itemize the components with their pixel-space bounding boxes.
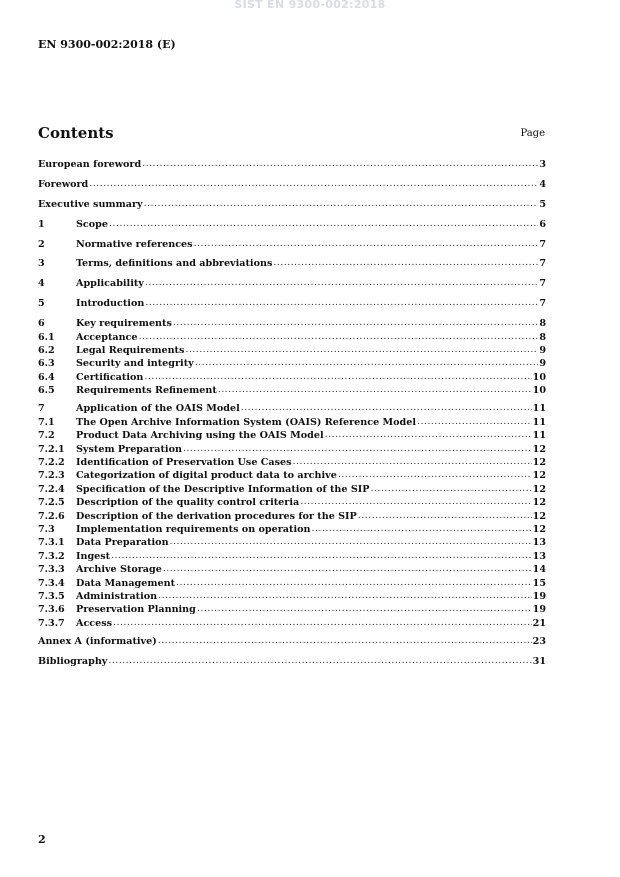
toc-entry-title: Foreword: [38, 178, 89, 190]
toc-leader-dots: [144, 197, 539, 210]
toc-entry-title: Preservation Planning: [76, 604, 196, 616]
toc-entry-page: 12: [532, 510, 546, 522]
toc-leader-dots: [108, 654, 531, 667]
toc-entry-title: Description of the quality control criteria: [76, 497, 300, 509]
toc-leader-dots: [89, 177, 538, 190]
toc-entry-page: 21: [532, 617, 546, 629]
toc-entry-number: 7.3.7: [38, 617, 65, 629]
toc-entry-page: 5: [539, 198, 546, 210]
toc-entry-page: 10: [532, 371, 546, 383]
toc-entry[interactable]: [38, 563, 546, 576]
toc-entry-number: 3: [38, 258, 45, 270]
toc-entry-title: Scope: [76, 218, 108, 230]
toc-entry[interactable]: [38, 277, 546, 290]
watermark: SIST EN 9300-002:2018: [234, 0, 386, 11]
toc-entry[interactable]: [38, 257, 546, 270]
toc-entry-title: Administration: [76, 590, 158, 602]
toc-entry-number: 7.3.4: [38, 577, 65, 589]
toc-entry-page: 12: [532, 443, 546, 455]
toc-leader-dots: [311, 522, 531, 535]
toc-leader-dots: [300, 495, 531, 508]
toc-entry[interactable]: [38, 297, 546, 310]
toc-entry-page: 11: [532, 416, 546, 428]
document-id: EN 9300-002:2018 (E): [38, 38, 176, 51]
toc-entry-page: 13: [532, 550, 546, 562]
toc-entry-title: Data Preparation: [76, 537, 169, 549]
toc-entry-title: European foreword: [38, 159, 142, 170]
toc-entry[interactable]: [38, 429, 546, 442]
toc-entry-page: 31: [532, 656, 546, 667]
toc-entry[interactable]: [38, 238, 546, 251]
toc-entry-page: 12: [532, 523, 546, 535]
toc-leader-dots: [241, 401, 532, 414]
toc-entry[interactable]: [38, 510, 546, 523]
toc-entry-number: 7.3.1: [38, 537, 65, 549]
toc-entry-page: 7: [539, 238, 546, 250]
toc-entry-page: 7: [539, 298, 546, 310]
toc-entry[interactable]: [38, 357, 546, 370]
toc-entry[interactable]: [38, 384, 546, 397]
toc-entry-number: 6.5: [38, 385, 55, 397]
toc-entry-number: 7.2.6: [38, 510, 65, 522]
toc-leader-dots: [197, 602, 532, 615]
toc-entry-title: Description of the derivation procedures for the SIP: [76, 510, 357, 522]
toc-entry-number: 7.2.5: [38, 497, 65, 509]
page-number: 2: [38, 833, 46, 846]
toc-entry-number: 7.1: [38, 416, 55, 428]
toc-entry-title: Introduction: [76, 298, 145, 310]
toc-entry-number: 7.3.3: [38, 564, 65, 576]
toc-entry-title: Terms, definitions and abbreviations: [76, 258, 273, 270]
toc-entry-number: 1: [38, 218, 45, 230]
toc-entry[interactable]: [38, 550, 546, 563]
toc-entry-title: Access: [76, 617, 113, 629]
toc-entry-number: 7.2.2: [38, 457, 65, 469]
toc-entry[interactable]: [38, 443, 546, 456]
toc-entry[interactable]: [38, 603, 546, 616]
toc-leader-dots: [158, 634, 532, 647]
toc-entry[interactable]: [38, 456, 546, 469]
toc-entry-page: 12: [532, 470, 546, 482]
toc-entry[interactable]: [38, 635, 546, 648]
toc-entry-title: Legal Requirements: [76, 344, 185, 356]
toc-entry-page: 19: [532, 604, 546, 616]
toc-entry-title: Categorization of digital product data to archive: [76, 470, 337, 482]
toc-entry-title: Archive Storage: [76, 564, 162, 576]
toc-leader-dots: [273, 256, 538, 269]
toc-entry-page: 13: [532, 537, 546, 549]
toc-leader-dots: [142, 157, 538, 170]
toc-entry-number: 6.1: [38, 331, 55, 343]
toc-entry[interactable]: [38, 496, 546, 509]
toc-leader-dots: [139, 330, 539, 343]
toc-entry-number: 6.2: [38, 344, 55, 356]
toc-leader-dots: [183, 442, 532, 455]
toc-leader-dots: [113, 616, 532, 629]
toc-entry[interactable]: [38, 218, 546, 231]
toc-entry-number: 6.3: [38, 358, 55, 370]
toc-entry-number: 7.2.1: [38, 443, 65, 455]
toc-entry[interactable]: [38, 317, 546, 330]
toc-leader-dots: [145, 296, 538, 309]
toc-entry-page: 14: [532, 564, 546, 576]
toc-entry[interactable]: [38, 344, 546, 357]
toc-entry-page: 8: [539, 318, 546, 330]
toc-entry[interactable]: [38, 469, 546, 482]
toc-leader-dots: [325, 428, 532, 441]
toc-entry[interactable]: [38, 590, 546, 603]
toc-leader-dots: [176, 576, 532, 589]
toc-entry-number: 7.2.4: [38, 483, 65, 495]
toc-entry-title: Ingest: [76, 550, 111, 562]
toc-entry-title: Security and integrity: [76, 358, 194, 370]
toc-entry-title: System Preparation: [76, 443, 182, 455]
toc-entry-number: 7.3.6: [38, 604, 65, 616]
toc-entry-page: 23: [532, 636, 546, 648]
toc-entry[interactable]: [38, 402, 546, 415]
toc-entry[interactable]: [38, 483, 546, 496]
toc-leader-dots: [195, 356, 539, 369]
toc-leader-dots: [194, 237, 539, 250]
toc-leader-dots: [293, 455, 532, 468]
toc-entry-title: Requirements Refinement: [76, 385, 217, 397]
toc-entry-page: 12: [532, 497, 546, 509]
toc-entry[interactable]: [38, 416, 546, 429]
table-of-contents: [38, 158, 546, 668]
toc-entry-number: 7.2: [38, 430, 55, 442]
toc-entry-number: 5: [38, 298, 45, 310]
toc-entry-title: Acceptance: [76, 331, 138, 343]
toc-entry-page: 7: [539, 278, 546, 290]
toc-leader-dots: [144, 370, 531, 383]
toc-leader-dots: [109, 217, 538, 230]
toc-leader-dots: [111, 549, 532, 562]
toc-leader-dots: [173, 316, 538, 329]
toc-entry[interactable]: [38, 331, 546, 344]
toc-entry[interactable]: [38, 655, 546, 668]
toc-leader-dots: [417, 415, 532, 428]
toc-entry-title: The Open Archive Information System (OAIS) Reference Model: [76, 416, 416, 428]
toc-entry-page: 3: [539, 159, 546, 170]
toc-entry[interactable]: [38, 523, 546, 536]
toc-entry[interactable]: [38, 577, 546, 590]
toc-entry[interactable]: [38, 536, 546, 549]
toc-leader-dots: [158, 589, 532, 602]
toc-entry-page: 12: [532, 483, 546, 495]
toc-entry-title: Executive summary: [38, 198, 143, 210]
toc-leader-dots: [145, 276, 538, 289]
toc-entry-page: 7: [539, 258, 546, 270]
toc-entry-title: Implementation requirements on operation: [76, 523, 311, 535]
toc-entry-number: 2: [38, 238, 45, 250]
toc-entry-title: Normative references: [76, 238, 193, 250]
toc-entry[interactable]: [38, 371, 546, 384]
toc-entry-title: Certification: [76, 371, 144, 383]
toc-leader-dots: [163, 562, 532, 575]
toc-entry-page: 4: [539, 178, 546, 190]
toc-entry-page: 11: [532, 403, 546, 415]
toc-entry-title: Product Data Archiving using the OAIS Model: [76, 430, 324, 442]
toc-entry-page: 15: [532, 577, 546, 589]
toc-leader-dots: [370, 482, 531, 495]
toc-entry-number: 6.4: [38, 371, 55, 383]
toc-entry-number: 7: [38, 403, 45, 415]
toc-leader-dots: [170, 535, 532, 548]
toc-entry-page: 8: [539, 331, 546, 343]
toc-entry-title: Identification of Preservation Use Cases: [76, 457, 292, 469]
toc-entry-number: 7.3: [38, 523, 55, 535]
toc-leader-dots: [358, 509, 532, 522]
toc-entry-page: 12: [532, 457, 546, 469]
toc-entry-number: 7.3.2: [38, 550, 65, 562]
page-column-label: Page: [520, 128, 545, 139]
toc-entry[interactable]: [38, 178, 546, 191]
toc-leader-dots: [185, 343, 538, 356]
toc-leader-dots: [218, 383, 532, 396]
toc-entry-page: 9: [539, 358, 546, 370]
toc-entry-title: Specification of the Descriptive Information of the SIP: [76, 483, 370, 495]
toc-entry-number: 4: [38, 278, 45, 290]
toc-entry-title: Application of the OAIS Model: [76, 403, 240, 415]
toc-entry-title: Data Management: [76, 577, 176, 589]
toc-entry-page: 6: [539, 218, 546, 230]
toc-entry-page: 11: [532, 430, 546, 442]
toc-entry[interactable]: [38, 198, 546, 211]
toc-leader-dots: [338, 468, 532, 481]
toc-entry-title: Applicability: [76, 278, 144, 290]
toc-entry-page: 10: [532, 385, 546, 397]
toc-entry[interactable]: [38, 158, 546, 171]
toc-entry-number: 7.3.5: [38, 590, 65, 602]
toc-entry-title: Bibliography: [38, 656, 108, 667]
toc-entry-page: 19: [532, 590, 546, 602]
contents-heading: Contents: [38, 124, 114, 142]
toc-entry-title: Key requirements: [76, 318, 172, 330]
toc-entry-page: 9: [539, 344, 546, 356]
toc-entry-title: Annex A (informative): [38, 636, 157, 648]
toc-entry-number: 6: [38, 318, 45, 330]
toc-entry-number: 7.2.3: [38, 470, 65, 482]
toc-entry[interactable]: [38, 617, 546, 630]
